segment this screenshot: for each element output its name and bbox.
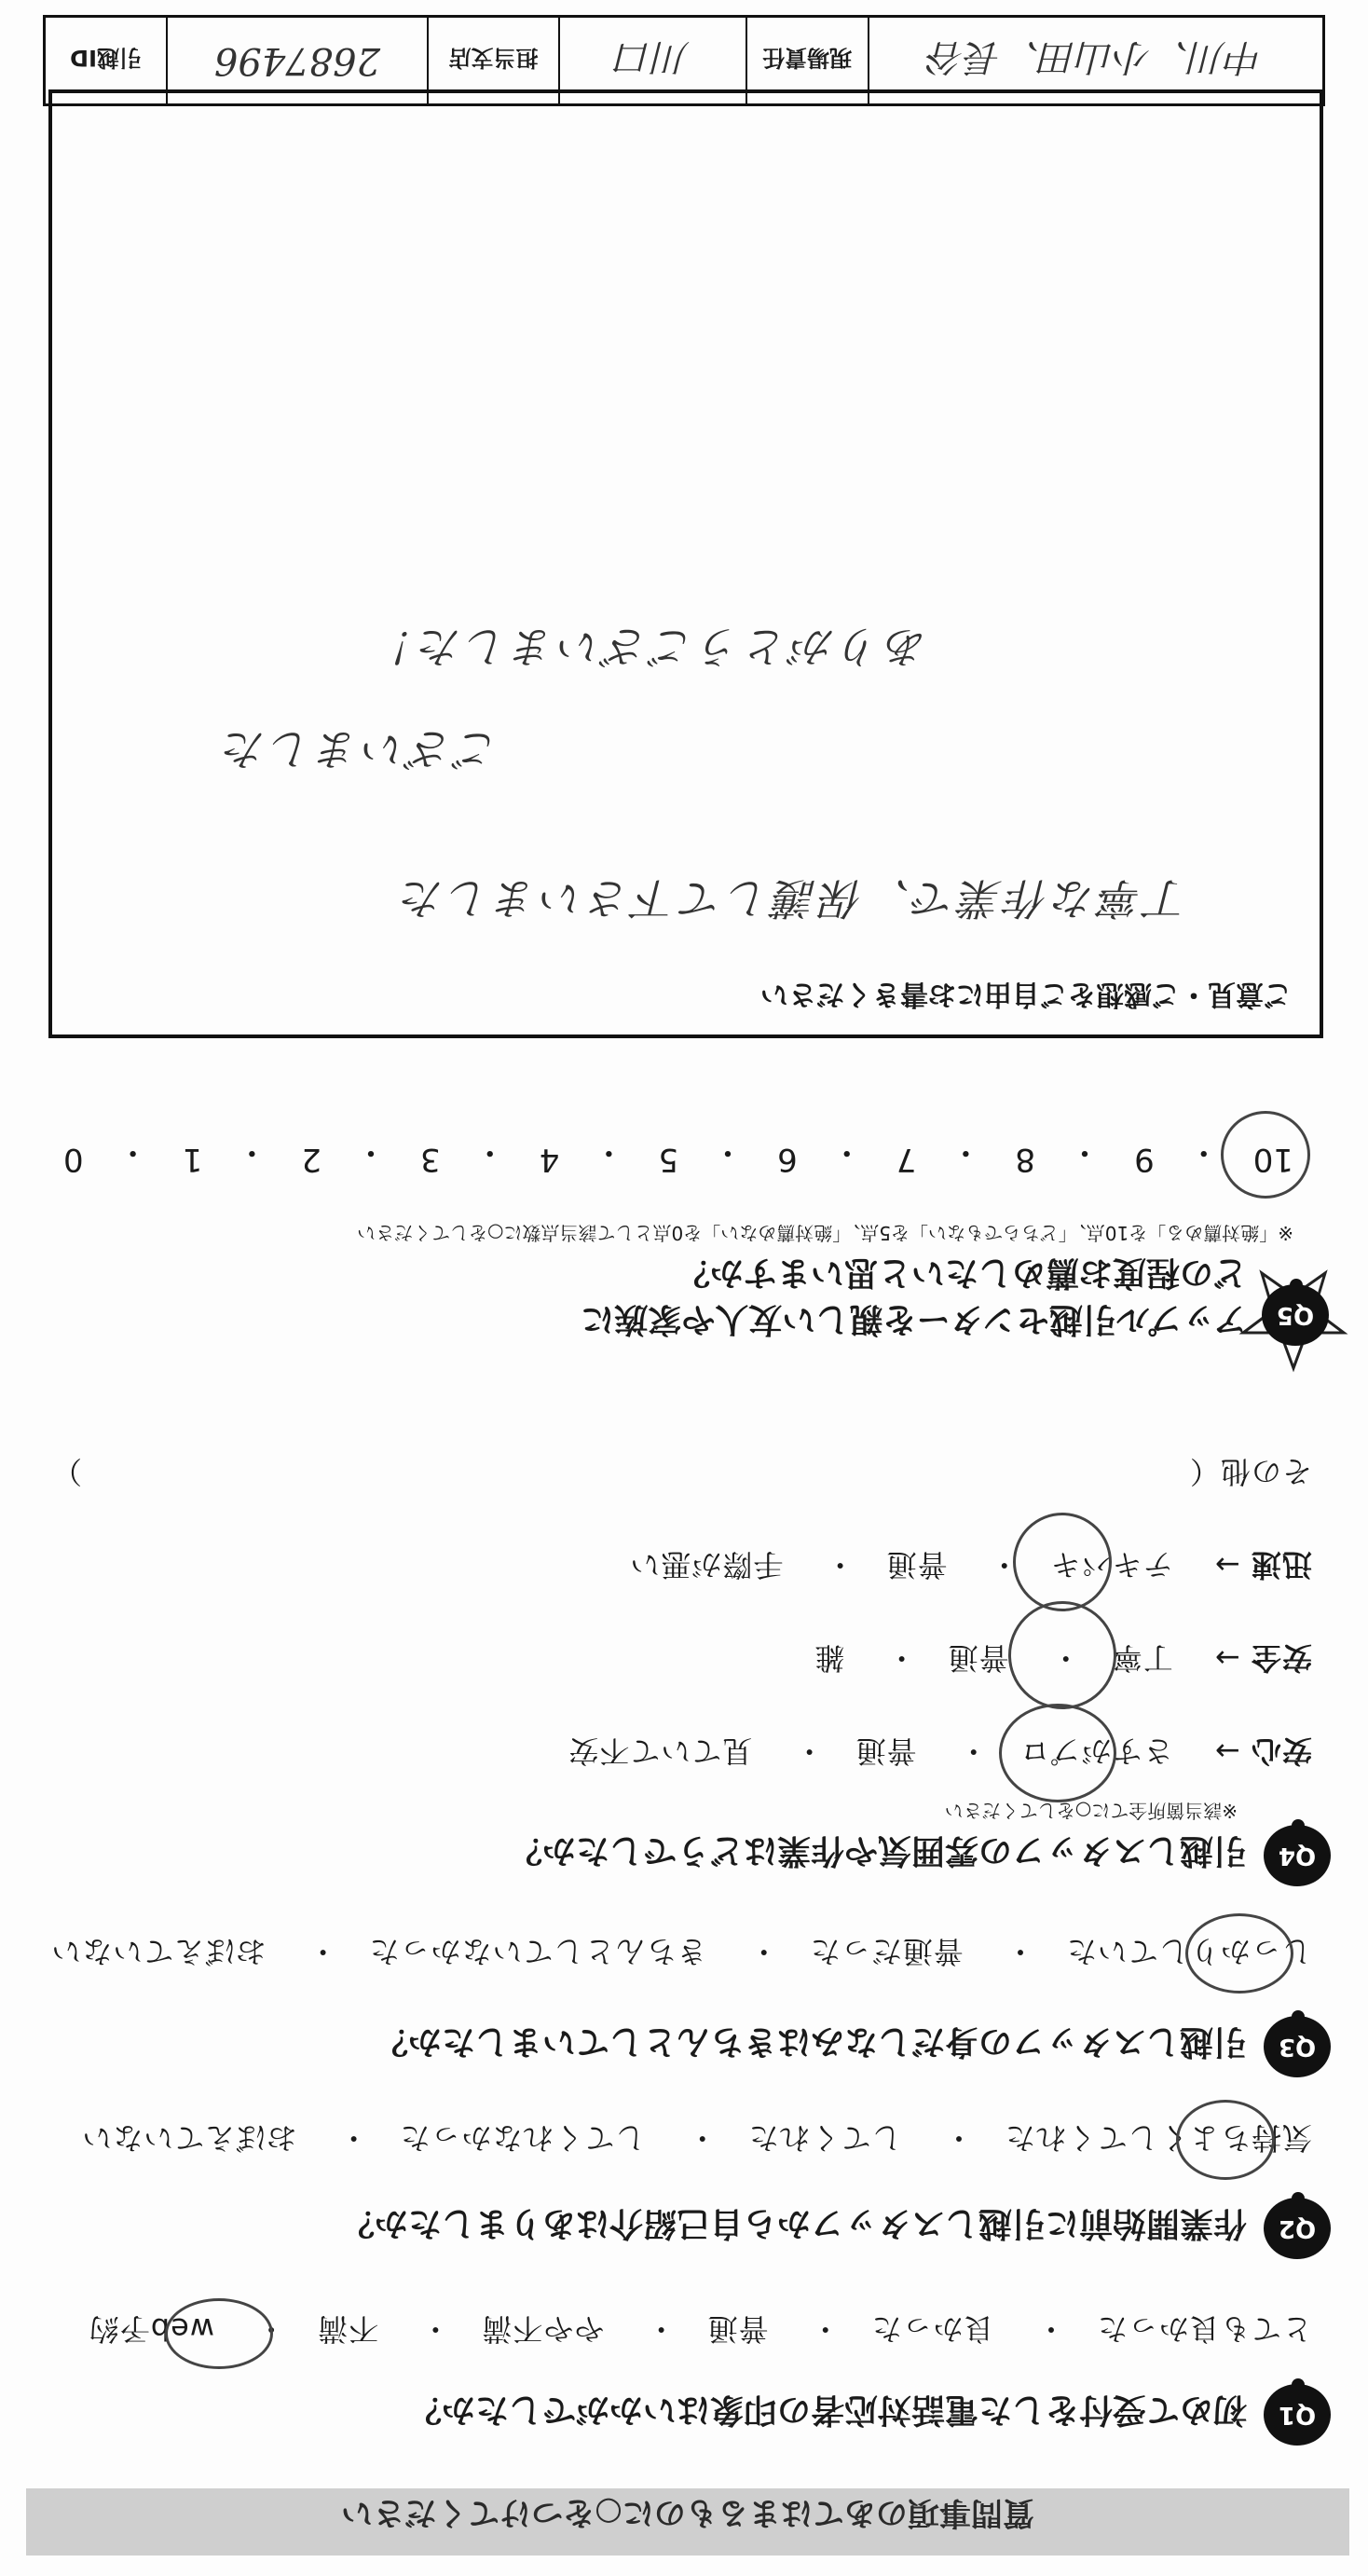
q5-scale: 10 ・ 9 ・ 8 ・ 7 ・ 6 ・ 5 ・ 4 ・ 3 ・ 2 ・ 1 ・ 0: [63, 1133, 1293, 1178]
q1-option[interactable]: やや不満: [481, 2311, 605, 2347]
comment-line: ありがとうございました！: [369, 622, 928, 672]
q5-score[interactable]: 4: [539, 1141, 560, 1178]
q1-answer-circle: [165, 2298, 273, 2369]
q1-option[interactable]: とても良かった: [1096, 2311, 1312, 2347]
id-value: 2687496: [166, 18, 427, 103]
q4-row-anzen: 安全 → 丁寧 ・ 普通 ・ 雑: [814, 1640, 1312, 1676]
q5-score[interactable]: 3: [420, 1141, 441, 1178]
q4-option[interactable]: さすがプロ: [1019, 1733, 1173, 1769]
q5-score[interactable]: 7: [896, 1141, 917, 1178]
instruction-text: 質問事項のあてはまるものに○をつけてください: [341, 2494, 1034, 2531]
q1-option[interactable]: 普通: [706, 2311, 769, 2347]
id-label: 引越ID: [70, 45, 142, 72]
q4-other: その他（: [1188, 1454, 1312, 1489]
q3-option[interactable]: しっかりしていた: [1065, 1934, 1312, 1969]
q4-option[interactable]: 見ていて不安: [568, 1733, 753, 1769]
q5-score[interactable]: 6: [777, 1141, 798, 1178]
q4-answer-circle: [1008, 1601, 1116, 1709]
q3-options: しっかりしていた ・ 普通だった ・ きちんとしていなかった ・ おぼえていない: [50, 1934, 1312, 1969]
q4-answer-circle: [1013, 1513, 1112, 1611]
q4-option[interactable]: 普通: [947, 1640, 1009, 1676]
q4-note: ※該当箇所全てに○をしてください: [944, 1800, 1238, 1822]
q1-option[interactable]: 不満: [317, 2311, 379, 2347]
comment-title: ご意見・ご感想をご自由にお書きください: [760, 978, 1292, 1010]
q2-answer-circle: [1176, 2100, 1275, 2180]
q4-option[interactable]: 手際が悪い: [629, 1547, 784, 1583]
q4-answer-circle: [999, 1704, 1116, 1802]
instruction-band: [26, 2488, 1349, 2555]
q3-option[interactable]: おぼえていない: [50, 1934, 267, 1969]
q4-option[interactable]: 普通: [855, 1733, 917, 1769]
comment-box[interactable]: [48, 89, 1323, 1038]
q5-score[interactable]: 2: [301, 1141, 321, 1178]
q5-question-line1: アップル引越センターを親しい友人や家族に: [581, 1300, 1247, 1338]
q4-other-close: ）: [50, 1454, 82, 1489]
info-strip: [43, 15, 1325, 106]
q3-option[interactable]: 普通だった: [809, 1934, 964, 1969]
q2-option[interactable]: してくれなかった: [399, 2120, 646, 2156]
q4-option[interactable]: 雑: [814, 1640, 845, 1676]
q1-badge-icon: Q1: [1264, 2384, 1331, 2446]
branch-value: 川口: [558, 18, 746, 103]
q2-badge-icon: Q2: [1264, 2198, 1331, 2259]
q5-score[interactable]: 5: [658, 1141, 679, 1178]
q5-score[interactable]: 8: [1015, 1141, 1036, 1178]
q3-option[interactable]: きちんとしていなかった: [368, 1934, 707, 1969]
q1-options: とても良かった ・ 良かった ・ 普通 ・ やや不満 ・ 不満 ・ web予約: [88, 2311, 1312, 2347]
q2-option[interactable]: してくれた: [747, 2120, 902, 2156]
q5-score[interactable]: 0: [63, 1141, 84, 1178]
leader-value: 中川、小山田、長谷: [868, 18, 1322, 103]
q5-answer-circle: [1221, 1111, 1310, 1199]
q4-row-jinsoku: 迅速 → テキパキ ・ 普通 ・ 手際が悪い: [629, 1547, 1312, 1583]
q5-badge-icon: Q5: [1262, 1284, 1329, 1346]
q4-question: 引越しスタッフの雰囲気や作業はどうでしたか？: [508, 1831, 1247, 1870]
comment-line: 丁寧な作業で、保護して下さいました: [397, 873, 1189, 924]
q4-row-label: 安心: [1250, 1733, 1312, 1769]
q2-options: 気持ちよくしてくれた ・ してくれた ・ してくれなかった ・ おぼえていない: [81, 2120, 1312, 2156]
q4-badge-icon: Q4: [1264, 1825, 1331, 1886]
q4-option[interactable]: 普通: [885, 1547, 948, 1583]
q4-row-anshin: 安心 → さすがプロ ・ 普通 ・ 見ていて不安: [568, 1733, 1312, 1769]
q4-option[interactable]: テキパキ: [1049, 1547, 1173, 1583]
q2-option[interactable]: 気持ちよくしてくれた: [1004, 2120, 1312, 2156]
q4-option[interactable]: 丁寧: [1111, 1640, 1173, 1676]
q5-score[interactable]: 1: [182, 1141, 203, 1178]
q1-question: 初めて受付をした電話対応者の印象はいかがでしたか？: [407, 2391, 1247, 2429]
q5-score[interactable]: 10: [1252, 1141, 1293, 1178]
q3-badge-icon: Q3: [1264, 2016, 1331, 2077]
q5-score[interactable]: 9: [1134, 1141, 1155, 1178]
q2-option[interactable]: おぼえていない: [81, 2120, 297, 2156]
q5-note: ※「絶対薦める」を10点、「どちらでもない」を5点、「絶対薦めない」を0点として該当点数に○をしてください: [357, 1222, 1293, 1244]
branch-label: 担当支店: [427, 18, 558, 103]
q2-question: 作業開始前に引越しスタッフから自己紹介はありましたか？: [340, 2204, 1247, 2242]
q3-question: 引越しスタッフの身だしなみはきちんとしていましたか？: [374, 2022, 1247, 2061]
q4-row-label: 迅速: [1250, 1547, 1312, 1583]
comment-line: ございました: [220, 724, 499, 774]
q3-answer-circle: [1185, 1913, 1293, 1994]
q1-option[interactable]: 良かった: [870, 2311, 994, 2347]
q4-row-label: 安全: [1250, 1640, 1312, 1676]
q5-question-line2: どの程度お薦めしたいと思いますか？: [676, 1254, 1247, 1292]
leader-label: 現場責任: [746, 18, 868, 103]
q1-option-web[interactable]: web予約: [88, 2311, 214, 2347]
